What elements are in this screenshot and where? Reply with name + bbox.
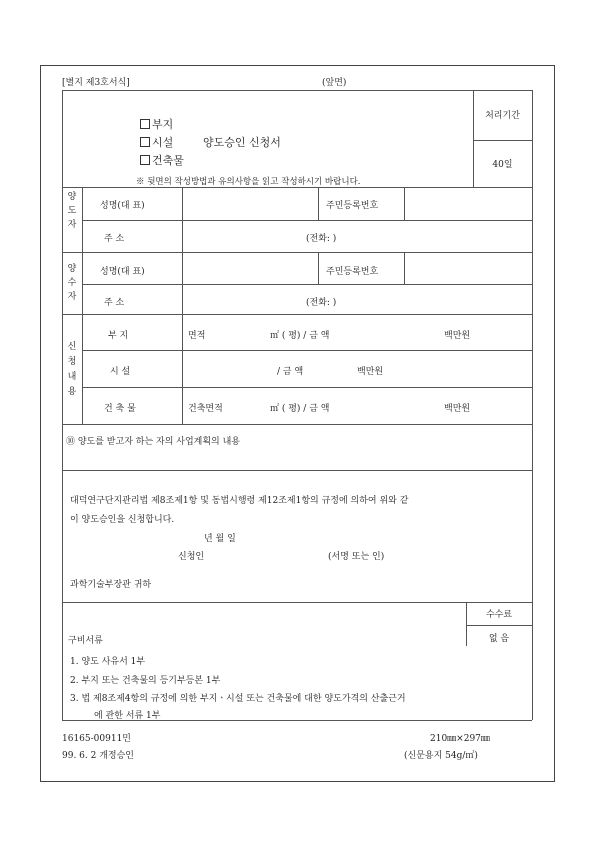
rule (473, 90, 474, 187)
site-unit-label: ㎡ ( 평) / 금 액 (270, 331, 330, 341)
transferee-address-field[interactable] (184, 286, 530, 312)
rule (532, 90, 533, 720)
transferor-phone: (전화: ) (306, 234, 337, 244)
rule (466, 625, 532, 626)
applicant-label: 신청인 (178, 552, 205, 562)
transferor-name-label: 성명(대 표) (100, 201, 145, 211)
transferor-address-label: 주 소 (104, 234, 125, 244)
site-amount-unit: 백만원 (444, 331, 471, 341)
transferee-name-field[interactable] (184, 255, 316, 282)
facility-unit-label: / 금 액 (277, 367, 304, 377)
rule (62, 602, 532, 603)
recipient: 과학기술부장관 귀하 (70, 580, 152, 590)
form-number: [별지 제3호서식] (62, 78, 130, 88)
processing-period-value: 40일 (492, 160, 513, 170)
transferee-id-field[interactable] (406, 255, 530, 282)
transferee-section-label: 양 수 자 (67, 264, 77, 302)
building-label: 건 축 물 (104, 404, 136, 414)
facility-label: 시 설 (110, 367, 131, 377)
rule (62, 187, 532, 188)
document-item-continued: 에 관한 서류 1부 (94, 711, 161, 721)
instruction-notice: ※ 뒷면의 작성방법과 유의사항을 읽고 작성하시기 바랍니다. (136, 177, 361, 187)
business-plan-field[interactable] (64, 448, 530, 468)
rule (318, 187, 319, 220)
transferor-id-field[interactable] (406, 190, 530, 218)
transferee-phone: (전화: ) (306, 298, 337, 308)
rule (62, 470, 532, 471)
approval-date: 99. 6. 2 개정승인 (62, 751, 134, 761)
site-label: 부 지 (108, 331, 129, 341)
site-area-label: 면적 (188, 331, 206, 341)
facility-amount-unit: 백만원 (357, 367, 384, 377)
rule (318, 252, 319, 284)
building-area-label: 건축면적 (188, 404, 223, 414)
business-plan-label: ⑩ 양도를 받고자 하는 자의 사업계획의 내용 (66, 437, 240, 447)
transferee-id-label: 주민등록번호 (326, 267, 379, 277)
checkbox-site[interactable]: 부지 (140, 116, 173, 132)
transferor-name-field[interactable] (184, 190, 316, 218)
rule (82, 284, 532, 285)
rule (82, 220, 532, 221)
paper-type: (신문용지 54g/㎡) (404, 751, 478, 761)
front-side-label: (앞면) (322, 78, 347, 88)
rule (404, 187, 405, 220)
rule (82, 387, 532, 388)
rule (404, 252, 405, 284)
application-section-label: 신 청 내 용 (67, 342, 77, 397)
rule (473, 140, 532, 141)
rule (82, 350, 532, 351)
declaration-line-1: 대덕연구단지관리법 제8조제1항 및 동법시행령 제12조제1항의 규정에 의하여 위와 같 (70, 496, 409, 506)
building-amount-unit: 백만원 (444, 404, 471, 414)
application-date: 년 월 일 (204, 534, 236, 544)
rule (62, 90, 532, 91)
fee-value: 없 음 (488, 634, 510, 644)
rule (62, 252, 532, 253)
transferee-address-label: 주 소 (104, 298, 125, 308)
fee-label: 수수료 (485, 610, 513, 620)
checkbox-building[interactable]: 건축물 (140, 152, 184, 168)
paper-size: 210㎜×297㎜ (430, 734, 490, 744)
processing-period-label: 처리기간 (485, 111, 520, 121)
checkbox-facility[interactable]: 시설 (140, 134, 173, 150)
signature-label: (서명 또는 인) (328, 552, 385, 562)
document-item: 2. 부지 또는 건축물의 등기부등본 1부 (70, 676, 221, 686)
form-title: 양도승인 신청서 (203, 136, 281, 149)
rule (62, 314, 532, 315)
transferee-name-label: 성명(대 표) (100, 267, 145, 277)
transferor-id-label: 주민등록번호 (326, 201, 379, 211)
rule (62, 424, 532, 425)
rule (182, 187, 183, 424)
transferor-address-field[interactable] (184, 222, 530, 250)
rule (62, 90, 63, 720)
rule (82, 187, 83, 424)
document-item: 3. 법 제8조제4항의 규정에 의한 부지ㆍ시설 또는 건축물에 대한 양도가격의 산출근거 (70, 694, 406, 704)
declaration-line-2: 이 양도승인을 신청합니다. (70, 515, 175, 525)
form-code: 16165-00911민 (62, 734, 131, 744)
building-unit-label: ㎡ ( 평) / 금 액 (270, 404, 330, 414)
required-documents-title: 구비서류 (68, 636, 103, 646)
document-item: 1. 양도 사유서 1부 (70, 657, 146, 667)
transferor-section-label: 양 도 자 (67, 192, 77, 230)
